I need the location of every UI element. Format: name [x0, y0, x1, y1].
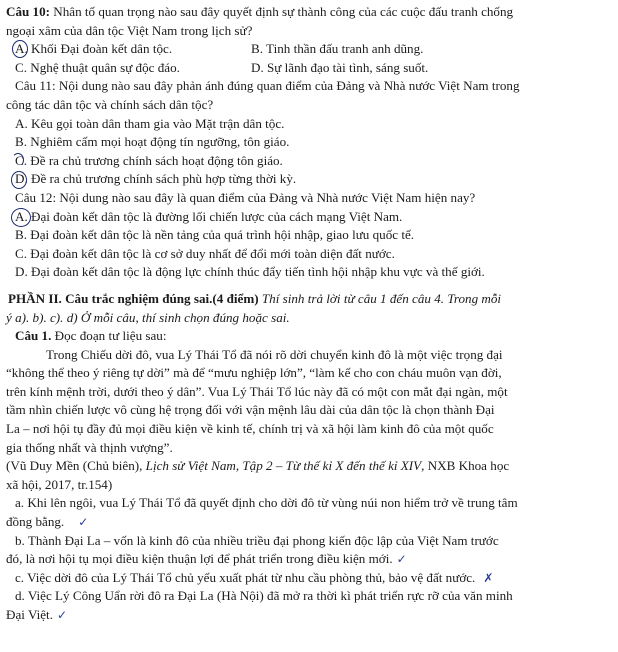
- c1-passage-line4: tầm nhìn chiến lược vô cùng hệ trọng đối với vận mệnh lâu dài của dân tộc là chọn thành Đại: [6, 402, 495, 418]
- q12-option-d[interactable]: D. Đại đoàn kết dân tộc là động lực chính thúc đẩy tiến tình hội nhập khu vực và thế giới.: [15, 264, 485, 280]
- q12-option-a[interactable]: A. Đại đoàn kết dân tộc là đường lối chiến lược của cách mạng Việt Nam.: [6, 208, 608, 227]
- c1-statement-d-line2[interactable]: Đại Việt. ✓: [6, 607, 68, 622]
- q10-option-d[interactable]: D. Sự lãnh đạo tài tình, sáng suốt.: [251, 59, 429, 75]
- part2-heading-line: PHẦN II. Câu trắc nghiệm đúng sai.(4 điểm) Thí sinh trả lời từ câu 1 đến câu 4. Trong mỗi: [8, 290, 502, 306]
- c1-passage-line2: “không thể theo ý riêng tự dời” mà để “mưu nghiệp lớn”, “làm kế cho con cháu muôn vạn đời,: [6, 365, 502, 381]
- check-mark-icon: ✓: [56, 608, 68, 622]
- q11-stem-line2: công tác dân tộc và chính sách dân tộc?: [6, 96, 214, 112]
- part2-instruction-line2: ý a). b). c). d) Ở mỗi câu, thí sinh chọn đúng hoặc sai.: [6, 309, 290, 325]
- c1-passage-line1: Trong Chiếu dời đô, vua Lý Thái Tổ đã nói rõ dời chuyển kinh đô là một việc trọng đại: [46, 346, 503, 362]
- c1-source-line1: (Vũ Duy Mền (Chủ biên), Lịch sử Việt Nam, Tập 2 – Từ thế kỉ X đến thế kỉ XIV, NXB Khoa học: [6, 458, 510, 474]
- q12-option-c[interactable]: C. Đại đoàn kết dân tộc là cơ sở duy nhất để đổi mới toàn diện đất nước.: [15, 245, 395, 261]
- c1-title: Câu 1.: [15, 328, 52, 344]
- q10-option-a[interactable]: A. Khối Đại đoàn kết dân tộc.: [15, 40, 251, 59]
- q11-option-d[interactable]: D. Đề ra chủ trương chính sách phù hợp từng thời kỳ.: [6, 170, 608, 189]
- q11-option-c[interactable]: C. Đề ra chủ trương chính sách hoạt động tôn giáo.: [6, 152, 608, 171]
- check-mark-icon: ✓: [78, 515, 89, 530]
- c1-statement-d-line1[interactable]: d. Việc Lý Công Uẩn rời đô ra Đại La (Hà Nội) đã mở ra thời kì phát triển rực rỡ của văn minh: [15, 588, 513, 604]
- q11-option-a[interactable]: A. Kêu gọi toàn dân tham gia vào Mặt trận dân tộc.: [15, 115, 285, 131]
- c1-passage-line3: trên kính mệnh trời, dưới theo ý dân”. Vua Lý Thái Tổ lúc này đã có một con mắt đại ngàn, một: [6, 383, 508, 399]
- q10-stem-line1: Câu 10: Nhân tố quan trọng nào sau đây quyết định sự thành công của các cuộc đấu tranh chống: [6, 4, 514, 19]
- q12-stem-line1: Câu 12: Nội dung nào sau đây là quan điểm của Đảng và Nhà nước Việt Nam hiện nay?: [15, 189, 476, 205]
- q10-option-b[interactable]: B. Tinh thần đấu tranh anh dũng.: [251, 41, 424, 57]
- q10-stem-line2: ngoại xâm của dân tộc Việt Nam trong lịch sử?: [6, 22, 253, 38]
- c1-statement-a-line2[interactable]: đồng bằng. ✓: [6, 514, 89, 530]
- c1-source-line2: xã hội, 2017, tr.154): [6, 476, 113, 492]
- c1-passage-line5: La – nơi hội tụ đầy đủ mọi điều kiện về kinh tế, chính trị và xã hội làm kinh đô của một quốc: [6, 421, 494, 437]
- c1-statement-a-line1[interactable]: a. Khi lên ngôi, vua Lý Thái Tổ đã quyết định cho dời đô từ vùng núi non hiểm trở về trung tâm: [15, 495, 518, 511]
- q10-title: Câu 10:: [6, 4, 51, 19]
- c1-passage-line6: gia thống nhất và thịnh vượng”.: [6, 439, 173, 455]
- q12-option-b[interactable]: B. Đại đoàn kết dân tộc là nền tảng của quá trình hội nhập, giao lưu quốc tế.: [15, 227, 415, 243]
- c1-statement-b-line1[interactable]: b. Thành Đại La – vốn là kinh đô của nhiều triều đại phong kiến độc lập của Việt Nam trước: [15, 532, 499, 548]
- c1-title-line: Câu 1. Đọc đoạn tư liệu sau:: [15, 328, 167, 344]
- q10-options-row2: [6, 59, 608, 78]
- c1-statement-c[interactable]: c. Việc dời đô của Lý Thái Tổ chủ yếu xuất phát từ nhu cầu phòng thủ, bảo vệ đất nước. ✗: [15, 569, 494, 585]
- q11-option-b[interactable]: B. Nghiêm cấm mọi hoạt động tín ngưỡng, tôn giáo.: [15, 134, 290, 150]
- q10-option-c[interactable]: C. Nghệ thuật quân sự độc đáo.: [15, 59, 180, 75]
- cross-mark-icon: ✗: [483, 570, 494, 585]
- c1-statement-b-line2[interactable]: đó, là nơi hội tụ mọi điều kiện thuận lợi để phát triển trong điều kiện mới. ✓: [6, 551, 407, 567]
- check-mark-icon: ✓: [396, 552, 407, 567]
- part2-heading: PHẦN II. Câu trắc nghiệm đúng sai.(4 điểm): [8, 290, 259, 306]
- q10-options-row1: [6, 40, 608, 59]
- q11-stem-line1: Câu 11: Nội dung nào sau đây phản ánh đúng quan điểm của Đảng và Nhà nước Việt Nam trong: [15, 78, 520, 94]
